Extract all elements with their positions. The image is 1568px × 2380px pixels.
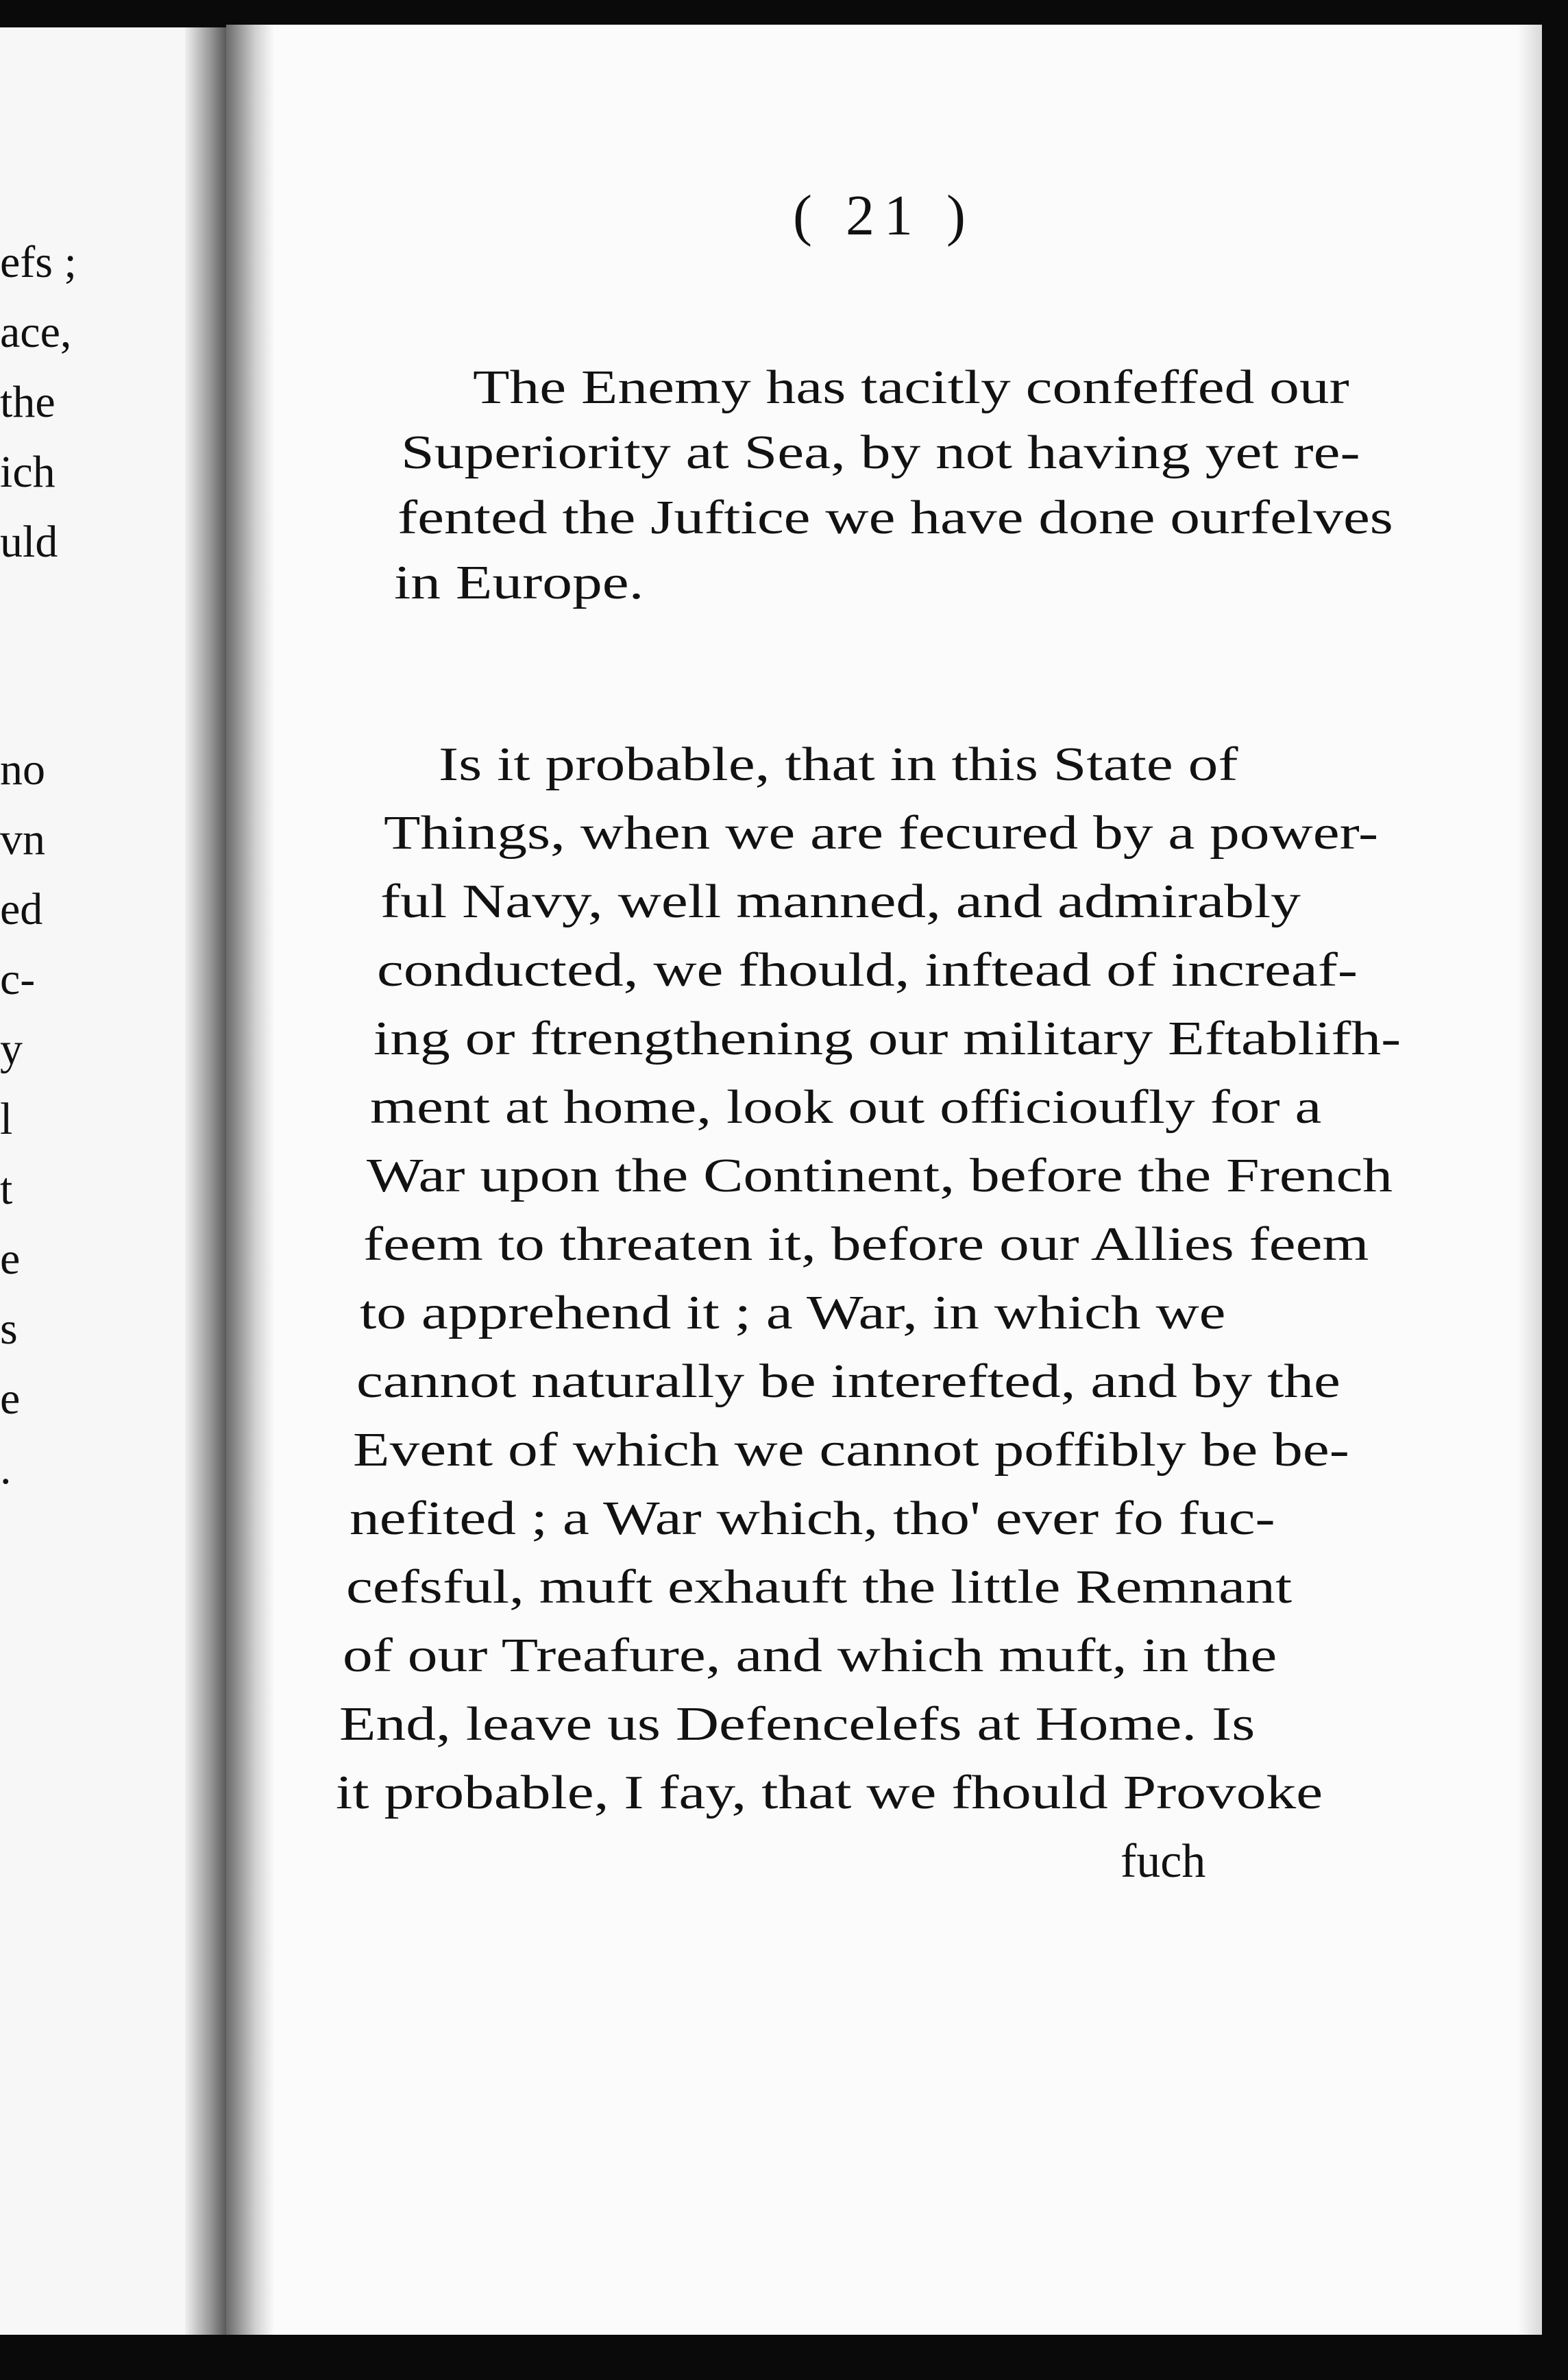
text-line: ment at home, look out officioufly for a: [370, 1081, 1322, 1134]
page-number: ( 21 ): [793, 184, 975, 247]
left-fragment: efs ;: [0, 237, 77, 287]
text-line: it probable, I fay, that we fhould Provoke: [336, 1766, 1323, 1819]
left-fragment: e: [0, 1374, 21, 1424]
left-fragment: c-: [0, 954, 36, 1004]
left-facing-page: [0, 27, 226, 2344]
text-line: War upon the Continent, before the French: [367, 1150, 1393, 1202]
left-fragment: the: [0, 377, 56, 427]
catchword: fuch: [1120, 1835, 1206, 1888]
scan-bottom-border: [0, 2335, 1568, 2380]
left-fragment: ed: [0, 884, 43, 934]
text-line: ing or ftrengthening our military Eftablifh-: [373, 1012, 1401, 1065]
left-page-gutter-shadow: [185, 27, 226, 2344]
text-line: in Europe.: [394, 557, 644, 609]
text-line: of our Treafure, and which muft, in the: [343, 1629, 1277, 1682]
text-line: Is it probable, that in this State of: [439, 738, 1238, 791]
line-text: The Enemy has tacitly confeffed our: [473, 361, 1349, 414]
text-line: End, leave us Defencelefs at Home. Is: [339, 1698, 1255, 1751]
left-fragment: l: [0, 1094, 13, 1144]
text-line: cannot naturally be interefted, and by the: [356, 1355, 1340, 1408]
text-line: feem to threaten it, before our Allies feem: [363, 1218, 1369, 1271]
main-page: [226, 25, 1542, 2335]
text-line: Event of which we cannot poffibly be be-: [353, 1424, 1349, 1477]
left-fragment: ich: [0, 447, 56, 497]
left-fragment: uld: [0, 517, 58, 567]
left-fragment: y: [0, 1024, 23, 1074]
text-line: to apprehend it ; a War, in which we: [360, 1287, 1226, 1339]
left-fragment: s: [0, 1304, 18, 1354]
left-fragment: t: [0, 1164, 13, 1214]
left-fragment: no: [0, 744, 45, 794]
left-fragment: ace,: [0, 307, 72, 357]
text-line: ful Navy, well manned, and admirably: [380, 875, 1301, 928]
left-fragment: e: [0, 1234, 21, 1284]
text-line: Things, when we are fecured by a power-: [384, 807, 1379, 860]
left-fragment: vn: [0, 814, 45, 864]
body-text: [226, 25, 1542, 2335]
text-line: fented the Juftice we have done ourfelves: [397, 491, 1393, 544]
text-line: conducted, we fhould, inftead of increaf-: [377, 944, 1358, 997]
text-line: nefited ; a War which, tho' ever fo fuc-: [350, 1492, 1275, 1545]
text-line: Superiority at Sea, by not having yet re-: [401, 426, 1360, 479]
text-line: cefsful, muft exhauft the little Remnant: [346, 1561, 1293, 1614]
text-line: [404, 361, 1349, 414]
left-fragment: .: [0, 1444, 12, 1494]
